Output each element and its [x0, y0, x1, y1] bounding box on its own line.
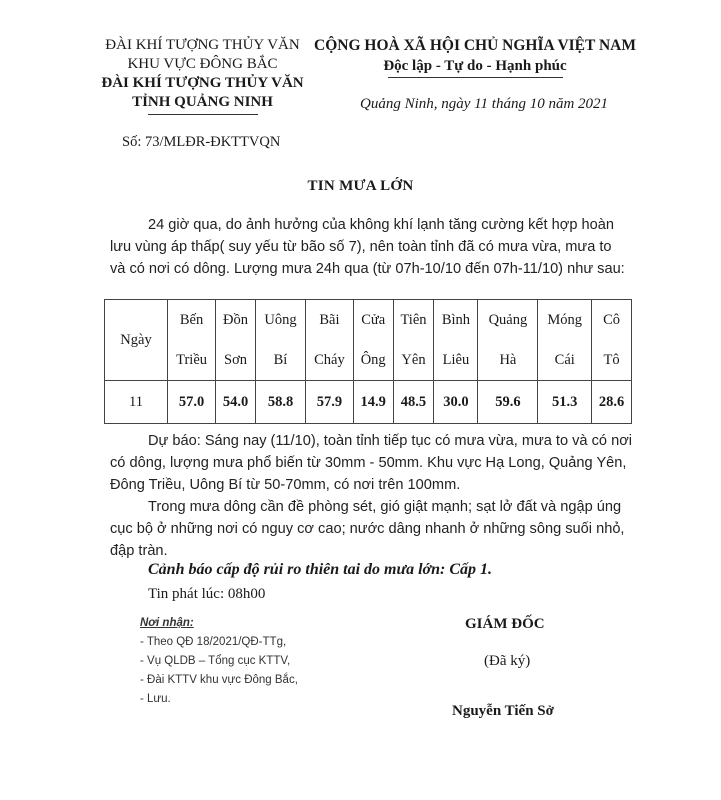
station-name-bottom: Bí	[255, 340, 305, 381]
rainfall-value: 59.6	[478, 381, 538, 424]
forecast-paragraph	[110, 430, 635, 496]
forecast-line: Đông Triều, Uông Bí từ 50-70mm, có nơi trên 100mm.	[110, 477, 461, 493]
warning-line: cục bộ ở những nơi có nguy cơ cao; nước dâng nhanh ở những sông suối nhỏ,	[110, 521, 625, 537]
station-name-bottom: Cái	[538, 340, 592, 381]
day-cell: 11	[105, 381, 168, 424]
station-name-bottom: Sơn	[216, 340, 256, 381]
station-name-top: Đồn	[216, 300, 256, 341]
table-header-row-1	[105, 300, 632, 341]
forecast-line: Dự báo: Sáng nay (11/10), toàn tỉnh tiếp tục có mưa vừa, mưa to và có nơi	[148, 433, 633, 449]
rainfall-value: 48.5	[393, 381, 434, 424]
list-item: - Vụ QLDB – Tổng cục KTTV,	[140, 655, 291, 667]
forecast-line: có dông, lượng mưa phổ biến từ 30mm - 50mm. Khu vực Hạ Long, Quảng Yên,	[110, 455, 627, 471]
signed-note: (Đã ký)	[484, 653, 531, 669]
table-header-row-2	[105, 340, 632, 381]
rainfall-value: 14.9	[353, 381, 393, 424]
rainfall-value: 54.0	[216, 381, 256, 424]
station-name-top: Tiên	[393, 300, 434, 341]
day-header-cell: Ngày	[105, 300, 168, 381]
intro-paragraph	[110, 214, 630, 280]
station-name-bottom: Liêu	[434, 340, 478, 381]
station-name-top: Quảng	[478, 300, 538, 341]
warning-line: Trong mưa dông cần đề phòng sét, gió giật mạnh; sạt lở đất và ngập úng	[148, 499, 622, 515]
recipients-list	[140, 614, 298, 709]
station-name-top: Uông	[255, 300, 305, 341]
agency-parent-line2: KHU VỰC ĐÔNG BẮC	[127, 56, 278, 72]
list-item: - Lưu.	[140, 693, 171, 705]
agency-name-line2: TỈNH QUẢNG NINH	[132, 94, 273, 110]
list-item: - Theo QĐ 18/2021/QĐ-TTg,	[140, 636, 287, 648]
station-name-bottom: Tô	[592, 340, 632, 381]
list-item: - Đài KTTV khu vực Đông Bắc,	[140, 674, 298, 686]
recipients-heading: Nơi nhận:	[140, 617, 194, 629]
document-number: Số: 73/MLĐR-ĐKTTVQN	[122, 134, 281, 150]
document-title: TIN MƯA LỚN	[307, 178, 414, 194]
national-header	[310, 36, 640, 78]
issue-time: Tin phát lúc: 08h00	[148, 586, 266, 602]
signer-name: Nguyễn Tiến Sở	[452, 703, 554, 719]
risk-alert: Cảnh báo cấp độ rủi ro thiên tai do mưa lớn: Cấp 1.	[148, 561, 493, 578]
intro-line: 24 giờ qua, do ảnh hưởng của không khí lạnh tăng cường kết hợp hoàn	[148, 217, 614, 233]
country-name: CỘNG HOÀ XÃ HỘI CHỦ NGHĨA VIỆT NAM	[314, 37, 636, 54]
intro-line: và có nơi có dông. Lượng mưa 24h qua (từ 07h-10/10 đến 07h-11/10) như sau:	[110, 261, 625, 277]
rainfall-value: 58.8	[255, 381, 305, 424]
document-date: Quảng Ninh, ngày 11 tháng 10 năm 2021	[360, 96, 609, 112]
station-name-top: Cửa	[353, 300, 393, 341]
station-name-top: Bãi	[306, 300, 354, 341]
rainfall-table	[104, 299, 632, 424]
agency-parent-line1: ĐÀI KHÍ TƯỢNG THỦY VĂN	[105, 37, 300, 53]
rainfall-value: 28.6	[592, 381, 632, 424]
rainfall-value: 51.3	[538, 381, 592, 424]
table-row	[105, 381, 632, 424]
station-name-bottom: Cháy	[306, 340, 354, 381]
station-name-top: Bình	[434, 300, 478, 341]
motto-underline	[388, 77, 563, 78]
warning-line: đập tràn.	[110, 543, 168, 559]
warning-paragraph	[110, 496, 635, 562]
agency-underline	[148, 114, 258, 115]
rainfall-value: 57.9	[306, 381, 354, 424]
intro-line: lưu vùng áp thấp( suy yếu từ bão số 7), nên toàn tỉnh đã có mưa vừa, mưa to	[110, 239, 612, 255]
signer-title: GIÁM ĐỐC	[465, 616, 545, 632]
station-name-top: Bến	[168, 300, 216, 341]
station-name-bottom: Triều	[168, 340, 216, 381]
station-name-top: Cô	[592, 300, 632, 341]
station-name-bottom: Ông	[353, 340, 393, 381]
national-motto: Độc lập - Tự do - Hạnh phúc	[383, 58, 567, 74]
station-name-top: Móng	[538, 300, 592, 341]
rainfall-value: 30.0	[434, 381, 478, 424]
agency-header	[100, 36, 305, 115]
rainfall-value: 57.0	[168, 381, 216, 424]
agency-name-line1: ĐÀI KHÍ TƯỢNG THỦY VĂN	[101, 75, 304, 91]
station-name-bottom: Yên	[393, 340, 434, 381]
station-name-bottom: Hà	[478, 340, 538, 381]
